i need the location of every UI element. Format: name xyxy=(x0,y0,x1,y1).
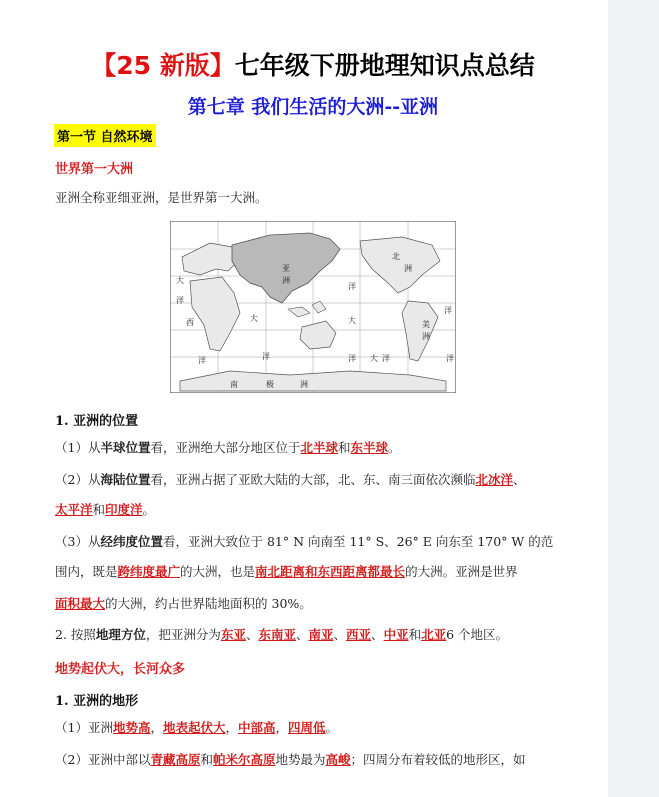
map-label: 洋 xyxy=(348,282,356,291)
heading-terrain-rivers: 地势起伏大，长河众多 xyxy=(55,662,186,677)
text: 的大洲，约占世界陆地面积的 30%。 xyxy=(105,596,312,611)
answer: 地表起伏大 xyxy=(162,720,226,735)
map-label: 南 xyxy=(230,380,238,389)
text: 地势最为 xyxy=(275,752,326,767)
text: 。 xyxy=(325,720,339,735)
world-map-figure xyxy=(170,221,456,393)
heading-largest-continent: 世界第一大洲 xyxy=(55,162,134,177)
map-label: 极 xyxy=(266,380,274,389)
paragraph-regions xyxy=(55,625,575,645)
text: 、 xyxy=(513,472,526,487)
map-label: 洋 xyxy=(382,354,390,363)
map-label: 洋 xyxy=(348,354,356,363)
text: 。 xyxy=(142,502,156,517)
text: 和 xyxy=(200,752,213,767)
paragraph-terrain-1 xyxy=(55,718,575,738)
map-label: 洋 xyxy=(262,352,270,361)
paragraph-hemisphere xyxy=(55,438,575,458)
answer: 太平洋 xyxy=(55,502,93,517)
text: 的大洲，也是 xyxy=(180,564,256,579)
title-edition: 【25 新版】 xyxy=(91,51,235,80)
map-label: 西 xyxy=(186,318,194,327)
answer: 印度洋 xyxy=(105,502,143,517)
heading-asia-location: 1. 亚洲的位置 xyxy=(55,414,139,429)
text: 看，亚洲大致位于 81° N 向南至 11° S、26° E 向东至 170° W 的范 xyxy=(162,534,554,549)
answer: 地势高 xyxy=(112,720,151,735)
scroll-edge xyxy=(606,0,659,797)
paragraph-lat-long-3 xyxy=(55,594,575,614)
text: 、 xyxy=(245,627,259,642)
map-label: 亚 xyxy=(282,264,290,273)
keyword: 半球位置 xyxy=(100,440,151,455)
paragraph-terrain-2 xyxy=(55,750,575,770)
keyword: 经纬度位置 xyxy=(100,534,163,549)
map-label: 北 xyxy=(392,252,400,261)
intro-text: 亚洲全称亚细亚洲，是世界第一大洲。 xyxy=(55,190,268,205)
region: 西亚 xyxy=(346,627,372,642)
paragraph-sea-land xyxy=(55,470,575,490)
text: （2）亚洲中部以 xyxy=(55,752,151,767)
text: 6 个地区。 xyxy=(446,627,509,642)
answer: 北半球 xyxy=(300,440,338,455)
text: （1）亚洲 xyxy=(55,720,113,735)
map-label: 洲 xyxy=(422,332,430,341)
keyword: 海陆位置 xyxy=(100,472,151,487)
map-label: 洋 xyxy=(444,306,452,315)
answer: 东半球 xyxy=(350,440,389,455)
region: 南亚 xyxy=(308,627,334,642)
map-label: 大 xyxy=(176,276,184,285)
text: 。 xyxy=(388,440,401,455)
text: 围内，既是 xyxy=(55,564,118,579)
region: 中亚 xyxy=(383,627,409,642)
text: ，把亚洲分为 xyxy=(145,627,221,642)
text: ， xyxy=(150,720,163,735)
paragraph-lat-long xyxy=(55,532,575,552)
map-label: 洋 xyxy=(176,296,184,305)
answer: 南北距离和东西距离都最长 xyxy=(255,564,406,579)
map-label: 洋 xyxy=(198,356,206,365)
answer: 中部高 xyxy=(238,720,276,735)
text: 和 xyxy=(408,627,422,642)
map-label: 洲 xyxy=(300,380,308,389)
map-label: 大 xyxy=(250,314,258,323)
text: ， xyxy=(275,720,289,735)
text: ， xyxy=(225,720,239,735)
region: 北亚 xyxy=(421,627,447,642)
keyword: 地理方位 xyxy=(95,627,146,642)
paragraph-sea-land-cont xyxy=(55,500,575,520)
title-main: 七年级下册地理知识点总结 xyxy=(234,51,535,80)
text: 的大洲。亚洲是世界 xyxy=(405,564,518,579)
answer: 四周低 xyxy=(288,720,326,735)
text: （1）从 xyxy=(55,440,101,455)
heading-asia-terrain: 1. 亚洲的地形 xyxy=(55,694,139,709)
answer: 面积最大 xyxy=(55,596,106,611)
text: ；四周分布着较低的地形区，如 xyxy=(350,752,526,767)
map-label: 美 xyxy=(422,320,430,329)
answer: 青藏高原 xyxy=(150,752,201,767)
region: 东亚 xyxy=(220,627,246,642)
map-label: 大 xyxy=(370,354,378,363)
text: 、 xyxy=(295,627,309,642)
region: 东南亚 xyxy=(258,627,296,642)
text: 和 xyxy=(338,440,351,455)
text: 2. 按照 xyxy=(55,627,96,642)
text: （2）从 xyxy=(55,472,101,487)
map-label: 大 xyxy=(348,316,356,325)
chapter-title: 第七章 我们生活的大洲--亚洲 xyxy=(187,96,439,118)
paragraph-lat-long-2 xyxy=(55,562,575,582)
map-label: 洋 xyxy=(446,354,454,363)
answer: 北冰洋 xyxy=(475,472,513,487)
document-page xyxy=(18,0,608,797)
map-label: 洲 xyxy=(282,276,290,285)
answer: 帕米尔高原 xyxy=(213,752,276,767)
answer: 跨纬度最广 xyxy=(117,564,181,579)
text: 看，亚洲绝大部分地区位于 xyxy=(150,440,301,455)
text: 、 xyxy=(371,627,384,642)
page-title xyxy=(18,46,608,82)
text: 和 xyxy=(92,502,106,517)
text: （3）从 xyxy=(55,534,101,549)
text: 看，亚洲占据了亚欧大陆的大部，北、东、南三面依次濒临 xyxy=(150,472,476,487)
text: 、 xyxy=(333,627,347,642)
section-title: 第一节 自然环境 xyxy=(54,124,156,147)
answer: 高峻 xyxy=(325,752,351,767)
map-label: 洲 xyxy=(404,264,412,273)
